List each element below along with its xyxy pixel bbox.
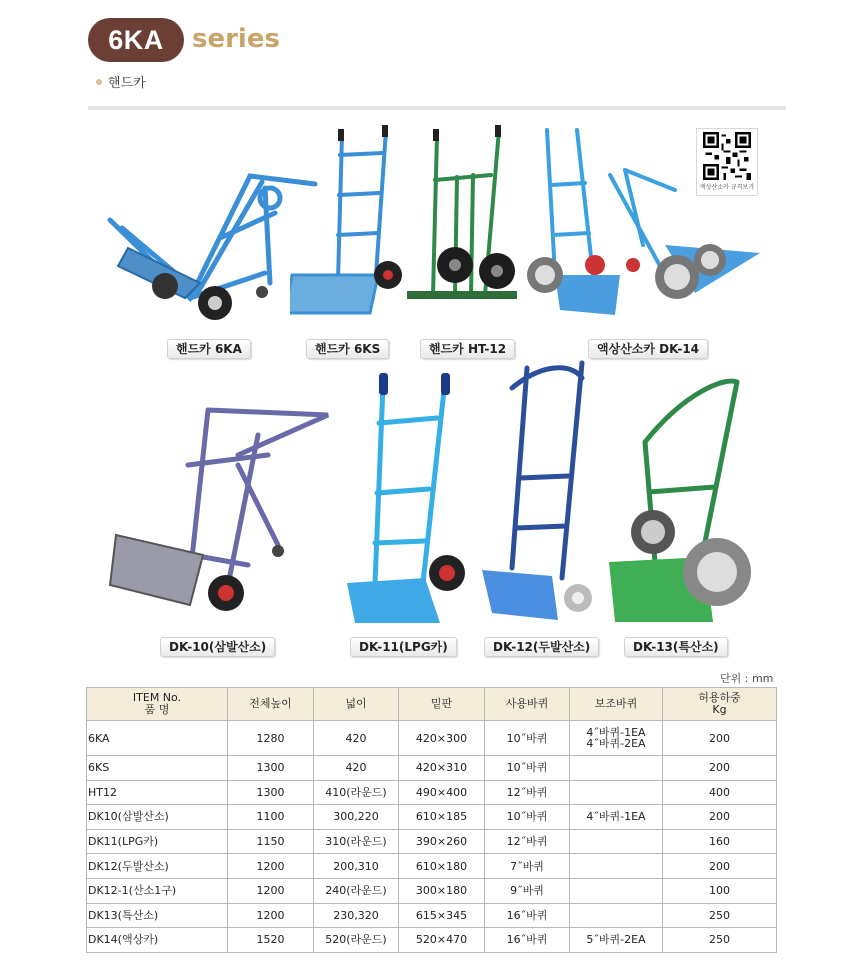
row-width: 240(라운드)	[314, 878, 399, 903]
row-wheel: 12˝바퀴	[485, 780, 570, 805]
table-row	[87, 805, 777, 830]
dk13-illustration	[605, 372, 753, 627]
row-aux-wheel	[570, 903, 663, 928]
row-load: 400	[663, 780, 777, 805]
row-name: HT12	[87, 780, 228, 805]
row-base: 390×260	[399, 829, 485, 854]
row-base: 520×470	[399, 928, 485, 953]
row-load: 200	[663, 756, 777, 781]
qr-code-icon	[703, 132, 751, 180]
row-base: 420×310	[399, 756, 485, 781]
row-aux-wheel	[570, 756, 663, 781]
row-width: 230,320	[314, 903, 399, 928]
photo-hand-cart-6ks	[290, 125, 405, 325]
row-height: 1150	[228, 829, 314, 854]
hand-cart-6ks-illustration	[290, 125, 405, 325]
load-header-line2: Kg	[712, 703, 727, 716]
bullet-icon	[96, 79, 102, 85]
row-height: 1200	[228, 878, 314, 903]
table-row	[87, 756, 777, 781]
col-header-load	[663, 688, 777, 721]
dk12-illustration	[482, 358, 602, 623]
item-header-line2: 품 명	[144, 703, 170, 716]
row-aux-wheel	[570, 878, 663, 903]
photo-dk12-two-wheel-oxygen	[482, 358, 602, 623]
qr-code[interactable]	[696, 128, 758, 196]
model-title: 6KA	[108, 24, 164, 55]
table-row	[87, 721, 777, 756]
col-header-wheel: 사용바퀴	[485, 688, 570, 721]
row-height: 1280	[228, 721, 314, 756]
row-wheel: 9˝바퀴	[485, 878, 570, 903]
photo-hand-cart-ht12	[405, 125, 525, 305]
row-name: 6KS	[87, 756, 228, 781]
col-header-height: 전체높이	[228, 688, 314, 721]
photo-dk11-lpg-cart	[345, 373, 475, 625]
row-aux-wheel: 5˝바퀴-2EA	[570, 928, 663, 953]
row-height: 1520	[228, 928, 314, 953]
row-load: 200	[663, 854, 777, 879]
series-label: series	[192, 24, 280, 54]
row-base: 615×345	[399, 903, 485, 928]
row-name: 6KA	[87, 721, 228, 756]
row-wheel: 10˝바퀴	[485, 756, 570, 781]
row-load: 160	[663, 829, 777, 854]
unit-label: 단위 : mm	[720, 672, 774, 685]
row-wheel: 7˝바퀴	[485, 854, 570, 879]
table-row	[87, 878, 777, 903]
photo-dk10-three-wheel-oxygen	[108, 405, 333, 620]
row-load: 100	[663, 878, 777, 903]
row-width: 520(라운드)	[314, 928, 399, 953]
caption-liquid-oxygen-cart-dk14: 액상산소카 DK-14	[588, 339, 708, 359]
row-base: 420×300	[399, 721, 485, 756]
table-row	[87, 829, 777, 854]
caption-dk12: DK-12(두발산소)	[484, 637, 599, 657]
caption-dk11: DK-11(LPG카)	[350, 637, 457, 657]
dk11-illustration	[345, 373, 475, 625]
row-name: DK12-1(산소1구)	[87, 878, 228, 903]
row-load: 250	[663, 903, 777, 928]
row-base: 610×185	[399, 805, 485, 830]
caption-hand-cart-6ka: 핸드카 6KA	[167, 339, 251, 359]
row-width: 310(라운드)	[314, 829, 399, 854]
row-width: 420	[314, 756, 399, 781]
header-divider	[88, 106, 786, 110]
row-wheel: 10˝바퀴	[485, 721, 570, 756]
spec-table	[86, 687, 777, 953]
row-width: 300,220	[314, 805, 399, 830]
col-header-item	[87, 688, 228, 721]
row-name: DK11(LPG카)	[87, 829, 228, 854]
row-width: 420	[314, 721, 399, 756]
photo-dk13-special-oxygen	[605, 372, 753, 627]
row-wheel: 12˝바퀴	[485, 829, 570, 854]
table-header-row	[87, 688, 777, 721]
qr-caption: 액상산소카 규격보기	[699, 184, 755, 191]
row-name: DK10(삼발산소)	[87, 805, 228, 830]
row-name: DK14(액상카)	[87, 928, 228, 953]
row-aux-wheel	[570, 854, 663, 879]
caption-dk10: DK-10(삼발산소)	[160, 637, 275, 657]
table-row	[87, 780, 777, 805]
col-header-base: 밑판	[399, 688, 485, 721]
row-load: 250	[663, 928, 777, 953]
row-load: 200	[663, 721, 777, 756]
row-height: 1300	[228, 756, 314, 781]
row-height: 1100	[228, 805, 314, 830]
row-aux-wheel	[570, 780, 663, 805]
row-wheel: 16˝바퀴	[485, 903, 570, 928]
col-header-aux-wheel: 보조바퀴	[570, 688, 663, 721]
row-width: 410(라운드)	[314, 780, 399, 805]
row-base: 300×180	[399, 878, 485, 903]
row-height: 1300	[228, 780, 314, 805]
row-height: 1200	[228, 854, 314, 879]
row-height: 1200	[228, 903, 314, 928]
subtitle: 핸드카	[108, 76, 146, 91]
caption-dk13: DK-13(특산소)	[624, 637, 728, 657]
caption-hand-cart-ht12: 핸드카 HT-12	[420, 339, 515, 359]
row-wheel: 16˝바퀴	[485, 928, 570, 953]
row-width: 200,310	[314, 854, 399, 879]
item-header-line1: ITEM No.	[132, 691, 182, 704]
table-row	[87, 928, 777, 953]
col-header-width: 넓이	[314, 688, 399, 721]
row-aux-wheel: 4˝바퀴-1EA	[570, 805, 663, 830]
table-row	[87, 854, 777, 879]
row-aux-wheel	[570, 829, 663, 854]
row-base: 610×180	[399, 854, 485, 879]
table-row	[87, 903, 777, 928]
row-name: DK12(두발산소)	[87, 854, 228, 879]
subtitle-row	[96, 72, 146, 91]
row-aux-wheel	[570, 721, 663, 756]
row-name: DK13(특산소)	[87, 903, 228, 928]
aux-wheel-line2: 4˝바퀴-2EA	[586, 737, 646, 750]
row-base: 490×400	[399, 780, 485, 805]
caption-hand-cart-6ks: 핸드카 6KS	[306, 339, 389, 359]
aux-wheel-line1: 4˝바퀴-1EA	[586, 726, 646, 739]
load-header-line1: 허용하중	[698, 691, 741, 704]
hand-cart-ht12-illustration	[405, 125, 525, 305]
row-wheel: 10˝바퀴	[485, 805, 570, 830]
dk10-illustration	[108, 405, 333, 620]
row-load: 200	[663, 805, 777, 830]
model-badge	[88, 18, 184, 62]
